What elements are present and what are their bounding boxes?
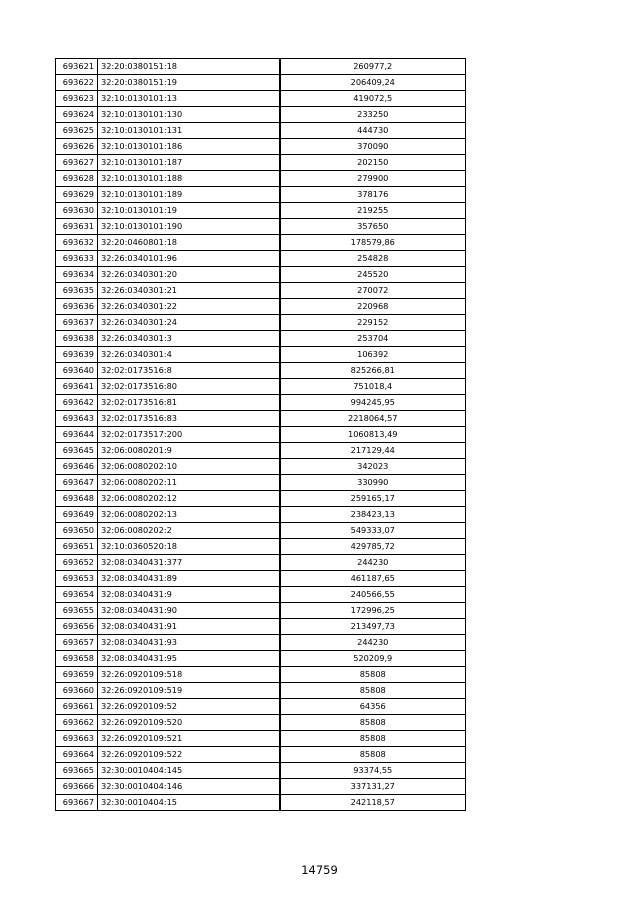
table-row [56, 203, 466, 219]
row-id-cell: 693632 [56, 235, 98, 251]
value-cell: 378176 [280, 187, 466, 203]
value-cell: 370090 [280, 139, 466, 155]
table-row [56, 475, 466, 491]
value-cell: 240566,55 [280, 587, 466, 603]
cadastral-number-cell: 32:26:0340301:24 [98, 315, 280, 331]
row-id-cell: 693651 [56, 539, 98, 555]
row-id-cell: 693647 [56, 475, 98, 491]
table-row [56, 91, 466, 107]
row-id-cell: 693654 [56, 587, 98, 603]
table-row [56, 267, 466, 283]
table-row [56, 779, 466, 795]
value-cell: 85808 [280, 747, 466, 763]
row-id-cell: 693631 [56, 219, 98, 235]
cadastral-number-cell: 32:02:0173516:81 [98, 395, 280, 411]
value-cell: 357650 [280, 219, 466, 235]
row-id-cell: 693627 [56, 155, 98, 171]
value-cell: 461187,65 [280, 571, 466, 587]
table-row [56, 555, 466, 571]
row-id-cell: 693653 [56, 571, 98, 587]
value-cell: 254828 [280, 251, 466, 267]
value-cell: 238423,13 [280, 507, 466, 523]
table-row [56, 635, 466, 651]
cadastral-number-cell: 32:26:0340301:22 [98, 299, 280, 315]
cadastral-number-cell: 32:06:0080201:9 [98, 443, 280, 459]
table-row [56, 411, 466, 427]
row-id-cell: 693629 [56, 187, 98, 203]
cadastral-number-cell: 32:06:0080202:10 [98, 459, 280, 475]
row-id-cell: 693621 [56, 59, 98, 75]
value-cell: 419072,5 [280, 91, 466, 107]
table-row [56, 443, 466, 459]
value-cell: 825266,81 [280, 363, 466, 379]
value-cell: 178579,86 [280, 235, 466, 251]
table-row [56, 123, 466, 139]
cadastral-number-cell: 32:06:0080202:12 [98, 491, 280, 507]
table-row [56, 155, 466, 171]
value-cell: 751018,4 [280, 379, 466, 395]
table-row [56, 699, 466, 715]
value-cell: 259165,17 [280, 491, 466, 507]
cadastral-number-cell: 32:26:0920109:520 [98, 715, 280, 731]
cadastral-number-cell: 32:10:0130101:190 [98, 219, 280, 235]
value-cell: 85808 [280, 683, 466, 699]
value-cell: 106392 [280, 347, 466, 363]
table-row [56, 715, 466, 731]
cadastral-number-cell: 32:26:0920109:521 [98, 731, 280, 747]
value-cell: 220968 [280, 299, 466, 315]
table-row [56, 395, 466, 411]
row-id-cell: 693637 [56, 315, 98, 331]
row-id-cell: 693656 [56, 619, 98, 635]
cadastral-number-cell: 32:26:0340101:96 [98, 251, 280, 267]
cadastral-number-cell: 32:10:0130101:130 [98, 107, 280, 123]
value-cell: 85808 [280, 731, 466, 747]
cadastral-number-cell: 32:06:0080202:2 [98, 523, 280, 539]
table-row [56, 107, 466, 123]
table-row [56, 315, 466, 331]
cadastral-number-cell: 32:02:0173516:8 [98, 363, 280, 379]
cadastral-number-cell: 32:30:0010404:146 [98, 779, 280, 795]
value-cell: 244230 [280, 555, 466, 571]
table-row [56, 299, 466, 315]
table-row [56, 539, 466, 555]
row-id-cell: 693639 [56, 347, 98, 363]
value-cell: 217129,44 [280, 443, 466, 459]
table-row [56, 523, 466, 539]
table-row [56, 427, 466, 443]
value-cell: 549333,07 [280, 523, 466, 539]
value-cell: 206409,24 [280, 75, 466, 91]
table-row [56, 651, 466, 667]
value-cell: 233250 [280, 107, 466, 123]
cadastral-number-cell: 32:26:0920109:518 [98, 667, 280, 683]
value-cell: 429785,72 [280, 539, 466, 555]
table-row [56, 139, 466, 155]
row-id-cell: 693640 [56, 363, 98, 379]
value-cell: 279900 [280, 171, 466, 187]
row-id-cell: 693641 [56, 379, 98, 395]
table-row [56, 235, 466, 251]
row-id-cell: 693646 [56, 459, 98, 475]
cadastral-number-cell: 32:10:0130101:189 [98, 187, 280, 203]
value-cell: 260977,2 [280, 59, 466, 75]
table-row [56, 587, 466, 603]
row-id-cell: 693625 [56, 123, 98, 139]
table-row [56, 251, 466, 267]
cadastral-number-cell: 32:10:0130101:186 [98, 139, 280, 155]
cadastral-number-cell: 32:08:0340431:89 [98, 571, 280, 587]
cadastral-number-cell: 32:06:0080202:13 [98, 507, 280, 523]
table-row [56, 491, 466, 507]
value-cell: 994245,95 [280, 395, 466, 411]
page-number: 14759 [301, 863, 338, 877]
value-cell: 85808 [280, 667, 466, 683]
value-cell: 64356 [280, 699, 466, 715]
table-row [56, 683, 466, 699]
value-cell: 520209,9 [280, 651, 466, 667]
table-row [56, 619, 466, 635]
table-row [56, 347, 466, 363]
row-id-cell: 693645 [56, 443, 98, 459]
value-cell: 245520 [280, 267, 466, 283]
cadastral-number-cell: 32:30:0010404:145 [98, 763, 280, 779]
row-id-cell: 693622 [56, 75, 98, 91]
cadastral-number-cell: 32:20:0380151:19 [98, 75, 280, 91]
row-id-cell: 693634 [56, 267, 98, 283]
table-row [56, 187, 466, 203]
value-cell: 93374,55 [280, 763, 466, 779]
row-id-cell: 693623 [56, 91, 98, 107]
cadastral-number-cell: 32:10:0130101:188 [98, 171, 280, 187]
cadastral-number-cell: 32:08:0340431:93 [98, 635, 280, 651]
cadastral-number-cell: 32:26:0920109:522 [98, 747, 280, 763]
value-cell: 1060813,49 [280, 427, 466, 443]
value-cell: 229152 [280, 315, 466, 331]
row-id-cell: 693661 [56, 699, 98, 715]
table-row [56, 731, 466, 747]
row-id-cell: 693626 [56, 139, 98, 155]
cadastral-number-cell: 32:10:0360520:18 [98, 539, 280, 555]
row-id-cell: 693658 [56, 651, 98, 667]
row-id-cell: 693663 [56, 731, 98, 747]
table-row [56, 667, 466, 683]
row-id-cell: 693660 [56, 683, 98, 699]
table-row [56, 795, 466, 811]
cadastral-number-cell: 32:02:0173517:200 [98, 427, 280, 443]
table-row [56, 219, 466, 235]
cadastral-number-cell: 32:08:0340431:90 [98, 603, 280, 619]
row-id-cell: 693650 [56, 523, 98, 539]
cadastral-number-cell: 32:26:0340301:4 [98, 347, 280, 363]
cadastral-number-cell: 32:02:0173516:83 [98, 411, 280, 427]
row-id-cell: 693624 [56, 107, 98, 123]
table-row [56, 507, 466, 523]
value-cell: 342023 [280, 459, 466, 475]
table-row [56, 59, 466, 75]
row-id-cell: 693638 [56, 331, 98, 347]
cadastral-number-cell: 32:08:0340431:377 [98, 555, 280, 571]
row-id-cell: 693667 [56, 795, 98, 811]
cadastral-number-cell: 32:10:0130101:19 [98, 203, 280, 219]
table-row [56, 171, 466, 187]
table-row [56, 283, 466, 299]
value-cell: 337131,27 [280, 779, 466, 795]
row-id-cell: 693636 [56, 299, 98, 315]
value-cell: 172996,25 [280, 603, 466, 619]
value-cell: 444730 [280, 123, 466, 139]
table-row [56, 75, 466, 91]
cadastral-number-cell: 32:06:0080202:11 [98, 475, 280, 491]
row-id-cell: 693655 [56, 603, 98, 619]
row-id-cell: 693648 [56, 491, 98, 507]
cadastral-number-cell: 32:26:0340301:20 [98, 267, 280, 283]
row-id-cell: 693652 [56, 555, 98, 571]
table-row [56, 763, 466, 779]
table-row [56, 747, 466, 763]
value-cell: 85808 [280, 715, 466, 731]
cadastral-number-cell: 32:30:0010404:15 [98, 795, 280, 811]
row-id-cell: 693662 [56, 715, 98, 731]
cadastral-number-cell: 32:10:0130101:187 [98, 155, 280, 171]
row-id-cell: 693633 [56, 251, 98, 267]
table-row [56, 331, 466, 347]
row-id-cell: 693643 [56, 411, 98, 427]
value-cell: 219255 [280, 203, 466, 219]
cadastral-number-cell: 32:26:0920109:519 [98, 683, 280, 699]
cadastral-number-cell: 32:02:0173516:80 [98, 379, 280, 395]
table-row [56, 603, 466, 619]
value-cell: 2218064,57 [280, 411, 466, 427]
row-id-cell: 693642 [56, 395, 98, 411]
row-id-cell: 693635 [56, 283, 98, 299]
value-cell: 213497,73 [280, 619, 466, 635]
row-id-cell: 693628 [56, 171, 98, 187]
table-row [56, 379, 466, 395]
row-id-cell: 693666 [56, 779, 98, 795]
value-cell: 270072 [280, 283, 466, 299]
row-id-cell: 693664 [56, 747, 98, 763]
value-cell: 244230 [280, 635, 466, 651]
cadastral-number-cell: 32:26:0340301:3 [98, 331, 280, 347]
cadastral-number-cell: 32:08:0340431:9 [98, 587, 280, 603]
row-id-cell: 693657 [56, 635, 98, 651]
cadastral-number-cell: 32:26:0340301:21 [98, 283, 280, 299]
value-cell: 202150 [280, 155, 466, 171]
cadastral-number-cell: 32:10:0130101:13 [98, 91, 280, 107]
cadastral-number-cell: 32:20:0460801:18 [98, 235, 280, 251]
table-row [56, 363, 466, 379]
cadastral-number-cell: 32:20:0380151:18 [98, 59, 280, 75]
cadastral-number-cell: 32:08:0340431:91 [98, 619, 280, 635]
value-cell: 242118,57 [280, 795, 466, 811]
cadastral-number-cell: 32:10:0130101:131 [98, 123, 280, 139]
cadastral-value-table [55, 58, 466, 811]
row-id-cell: 693630 [56, 203, 98, 219]
row-id-cell: 693665 [56, 763, 98, 779]
row-id-cell: 693659 [56, 667, 98, 683]
cadastral-number-cell: 32:08:0340431:95 [98, 651, 280, 667]
value-cell: 253704 [280, 331, 466, 347]
table-body [56, 59, 466, 811]
table-row [56, 459, 466, 475]
cadastral-number-cell: 32:26:0920109:52 [98, 699, 280, 715]
value-cell: 330990 [280, 475, 466, 491]
table-row [56, 571, 466, 587]
row-id-cell: 693649 [56, 507, 98, 523]
row-id-cell: 693644 [56, 427, 98, 443]
